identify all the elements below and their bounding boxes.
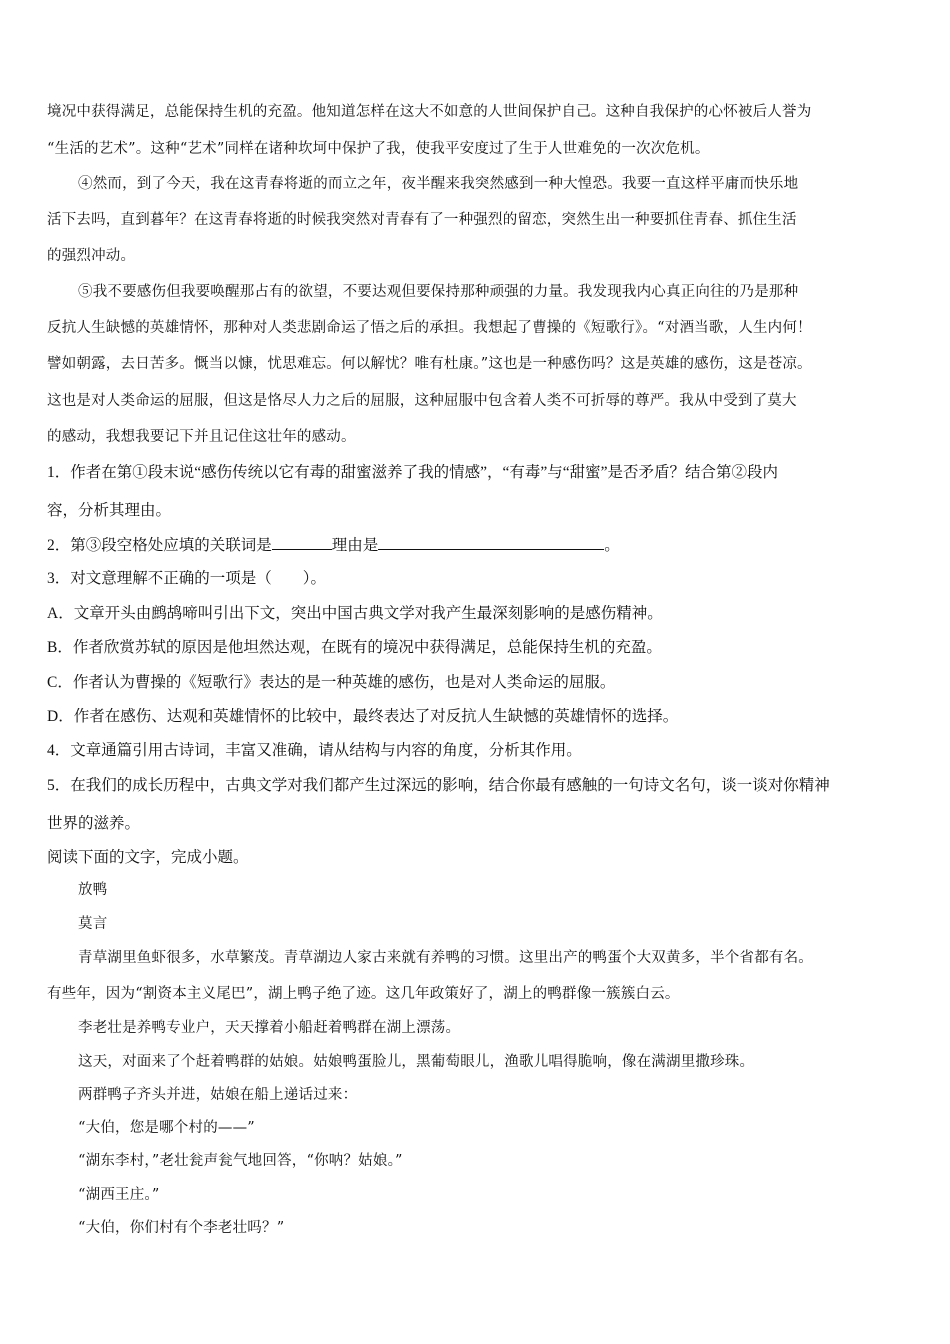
question-5-cont: 世界的滋养。 <box>47 815 141 832</box>
essay-para4-line: 活下去吗，直到暮年？在这青春将逝的时候我突然对青春有了一种强烈的留恋，突然生出一种要抓住青春、抓住生活 <box>47 212 797 228</box>
question-2 <box>47 535 620 556</box>
essay-para5-line: ⑤我不要感伤但我要唤醒那占有的欲望，不要达观但要保持那种顽强的力量。我发现我内心真正向往的乃是那种 <box>78 284 799 300</box>
story-dialogue: “大伯，您是哪个村的——” <box>78 1120 255 1136</box>
option-b: B．作者欣赏苏轼的原因是他坦然达观，在既有的境况中获得满足，总能保持生机的充盈。 <box>47 639 662 656</box>
story-dialogue: “湖东李村，”老壮瓮声瓮气地回答，“你呐？姑娘。” <box>78 1153 403 1169</box>
question-1: 1．作者在第①段末说“感伤传统以它有毒的甜蜜滋养了我的情感”，“有毒”与“甜蜜”是否矛盾？结合第②段内 <box>47 464 779 481</box>
question-3: 3．对文意理解不正确的一项是（ ）。 <box>47 570 327 587</box>
option-c: C．作者认为曹操的《短歌行》表达的是一种英雄的感伤，也是对人类命运的屈服。 <box>47 674 616 691</box>
essay-para3-line: “生活的艺术”。这种“艺术”同样在诸种坎坷中保护了我，使我平安度过了生于人世难免的一次次危机。 <box>47 141 710 157</box>
answer-blank-conjunction[interactable] <box>272 535 332 550</box>
story-dialogue: “大伯，你们村有个李老壮吗？” <box>78 1220 285 1236</box>
question-5: 5．在我们的成长历程中，古典文学对我们都产生过深远的影响，结合你最有感触的一句诗文名句，谈一谈对你精神 <box>47 777 830 794</box>
option-a: A．文章开头由鹧鸪啼叫引出下文，突出中国古典文学对我产生最深刻影响的是感伤精神。 <box>47 605 663 622</box>
essay-para5-line: 这也是对人类命运的屈服，但这是恪尽人力之后的屈服，这种屈服中包含着人类不可折辱的尊严。我从中受到了莫大 <box>47 393 797 409</box>
essay-para5-line: 反抗人生缺憾的英雄情怀，那种对人类悲剧命运了悟之后的承担。我想起了曹操的《短歌行》。“对酒当歌，人生内何！ <box>47 320 812 336</box>
essay-para5-line: 的感动，我想我要记下并且记住这壮年的感动。 <box>47 429 356 445</box>
question-2-mid: 理由是 <box>331 537 379 554</box>
story-title: 放鸭 <box>78 882 108 898</box>
essay-para4-line: ④然而，到了今天，我在这青春将逝的而立之年，夜半醒来我突然感到一种大惶恐。我要一直这样平庸而快乐地 <box>78 176 799 192</box>
story-paragraph: 两群鸭子齐头并进，姑娘在船上递话过来： <box>78 1087 358 1103</box>
question-4: 4．文章通篇引用古诗词，丰富又准确，请从结构与内容的角度，分析其作用。 <box>47 742 582 759</box>
story-paragraph: 李老壮是养鸭专业户，天天撑着小船赶着鸭群在湖上漂荡。 <box>78 1020 461 1036</box>
reading-instruction: 阅读下面的文字，完成小题。 <box>47 849 249 866</box>
story-paragraph-cont: 有些年，因为“割资本主义尾巴”，湖上鸭子绝了迹。这几年政策好了，湖上的鸭群像一簇簇白云。 <box>47 986 680 1002</box>
answer-blank-reason[interactable] <box>378 535 604 550</box>
story-paragraph: 这天，对面来了个赶着鸭群的姑娘。姑娘鸭蛋脸儿，黑葡萄眼儿，渔歌儿唱得脆响，像在满湖里撒珍珠。 <box>78 1054 755 1070</box>
essay-para4-line: 的强烈冲动。 <box>47 248 136 264</box>
essay-para3-line: 境况中获得满足，总能保持生机的充盈。他知道怎样在这大不如意的人世间保护自己。这种自我保护的心怀被后人誉为 <box>47 104 812 120</box>
question-2-end: 。 <box>604 537 620 554</box>
question-1-cont: 容，分析其理由。 <box>47 502 172 519</box>
question-2-prefix: 2．第③段空格处应填的关联词是 <box>47 537 272 554</box>
story-dialogue: “湖西王庄。” <box>78 1187 160 1203</box>
option-d: D．作者在感伤、达观和英雄情怀的比较中，最终表达了对反抗人生缺憾的英雄情怀的选择。 <box>47 708 679 725</box>
story-paragraph: 青草湖里鱼虾很多，水草繁茂。青草湖边人家古来就有养鸭的习惯。这里出产的鸭蛋个大双黄多，半个省都有名。 <box>78 950 813 966</box>
essay-para5-line: 譬如朝露，去日苦多。慨当以慷，忧思难忘。何以解忧？唯有杜康。”这也是一种感伤吗？这是英雄的感伤，这是苍凉。 <box>47 356 812 372</box>
story-author: 莫言 <box>78 916 108 932</box>
